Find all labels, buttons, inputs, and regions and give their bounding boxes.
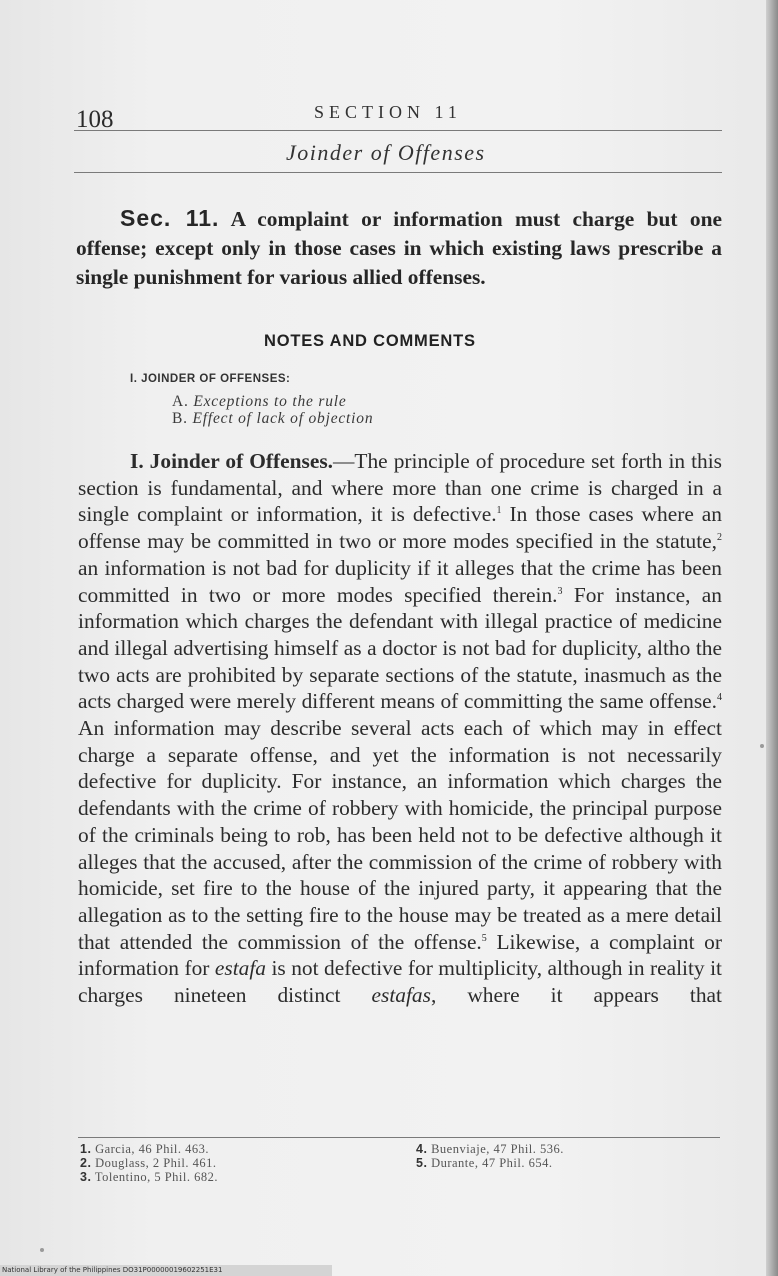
footnote-ref: 4	[717, 692, 722, 704]
footnote-ref: 5	[481, 932, 487, 944]
statute-text	[76, 204, 722, 292]
footnote-number: 1.	[80, 1142, 92, 1156]
body-segment: is not defective for multiplicity, although in reality it charges nineteen distinct	[78, 956, 722, 1008]
notes-title: NOTES AND COMMENTS	[264, 332, 476, 350]
footnote-number: 5.	[416, 1156, 428, 1170]
body-segment: Likewise, a complaint or information for	[78, 929, 722, 981]
statute-label: Sec. 11.	[120, 205, 220, 231]
body-segment: , where it appears that	[430, 983, 722, 1008]
statute-body: A complaint or information must charge but one offense; except only in those cases in which existing laws prescribe a single punishment for various allied offenses.	[76, 207, 722, 289]
body-text	[78, 448, 722, 1009]
footnotes-right	[416, 1142, 564, 1170]
body-segment: An information may describe several acts each of which may in effect charge a separate offense, and yet the information is not necessarily defective for duplicity. For instance, an information which charges the defendants with the crime of robbery with homicide, the principal purpose of the criminals being to rob, has been held not to be defective although it alleges that the accused, after the commission of the crime of robbery with homicide, set fire to the house of the injured party, it appearing that the allegation as to the setting fire to the house may be treated as a mere detail that attended the commission of the offense.	[78, 716, 722, 954]
footnote-text: Durante, 47 Phil. 654.	[431, 1156, 553, 1170]
paragraph-heading: I. Joinder of Offenses.	[130, 449, 334, 473]
footnote-ref: 1	[496, 505, 502, 517]
toc-item-b	[172, 410, 373, 428]
footnote-4	[416, 1142, 564, 1156]
toc-item-letter: A.	[172, 393, 189, 410]
body-segment: In those cases where an offense may be committed in two or more modes specified in the statute,	[78, 502, 722, 554]
footnote-ref: 3	[557, 585, 563, 597]
footnote-1	[80, 1142, 218, 1156]
section-subtitle: Joinder of Offenses	[286, 140, 486, 165]
footnote-ref: 2	[717, 531, 722, 543]
footnote-2	[80, 1156, 218, 1170]
footnote-text: Buenviaje, 47 Phil. 536.	[431, 1142, 564, 1156]
italic-term: estafas	[371, 983, 431, 1008]
toc-item-text: Exceptions to the rule	[193, 393, 347, 410]
body-paragraph	[78, 448, 722, 1009]
toc-heading: I. JOINDER OF OFFENSES:	[130, 373, 291, 385]
footnote-3	[80, 1170, 218, 1184]
footnotes-left	[80, 1142, 218, 1184]
header-rule-bottom	[74, 172, 722, 173]
footnote-rule	[78, 1137, 720, 1138]
footnote-text: Tolentino, 5 Phil. 682.	[94, 1170, 218, 1184]
library-watermark: National Library of the Philippines DO31P00000019602251E31	[0, 1265, 332, 1276]
body-segment: For instance, an information which charges the defendant with illegal practice of medicine and illegal advertising himself as a doctor is not bad for duplicity, altho the two acts are prohibited by separate sections of the statute, inasmuch as the acts charged were merely different means of committing the same offense.	[78, 582, 723, 714]
header-rule-top	[74, 130, 722, 131]
toc-item-letter: B.	[172, 410, 188, 427]
footnote-5	[416, 1156, 564, 1170]
page-number: 108	[76, 106, 114, 133]
footnote-number: 3.	[80, 1170, 92, 1184]
dust-speck	[760, 744, 764, 748]
dust-speck	[40, 1248, 44, 1252]
footnote-text: Douglass, 2 Phil. 461.	[95, 1156, 217, 1170]
toc-item-a	[172, 393, 347, 411]
page-edge-shadow	[766, 0, 778, 1276]
footnote-number: 2.	[80, 1156, 92, 1170]
body-segment: an information is not bad for duplicity if it alleges that the crime has been committed in two or more modes specified therein.	[78, 555, 722, 607]
section-heading: SECTION 11	[314, 102, 462, 122]
italic-term: estafa	[214, 956, 266, 981]
toc-item-text: Effect of lack of objection	[192, 410, 374, 427]
body-segment: —The principle of procedure set forth in this section is fundamental, and where more than one crime is charged in a single complaint or information, it is defective.	[78, 449, 723, 527]
footnote-number: 4.	[416, 1142, 428, 1156]
footnote-text: Garcia, 46 Phil. 463.	[95, 1142, 210, 1156]
